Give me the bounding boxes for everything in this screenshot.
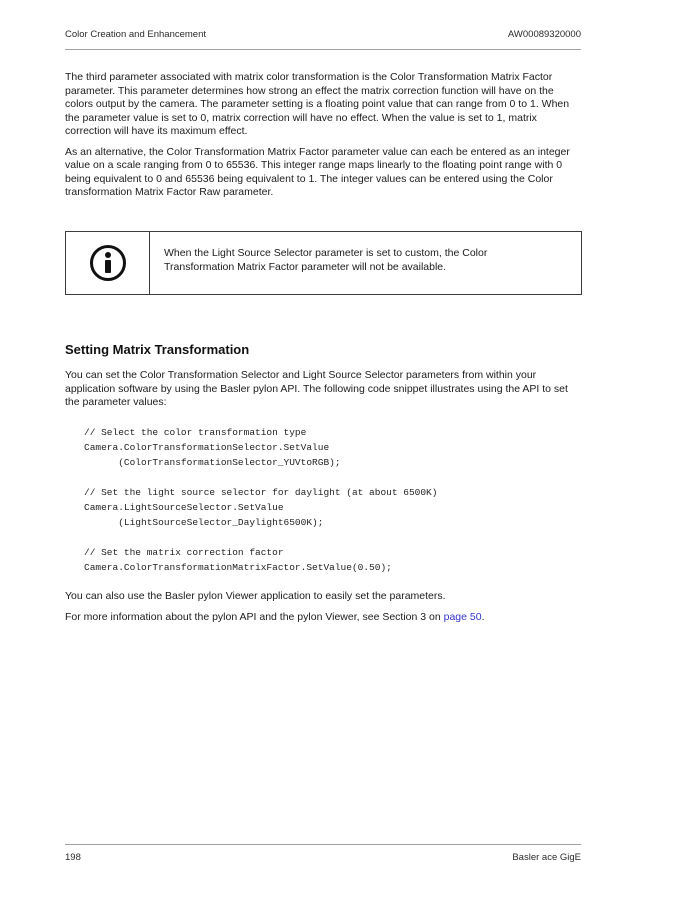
footer-rule xyxy=(65,844,581,845)
info-icon-dot xyxy=(105,252,111,258)
code-line: Camera.ColorTransformationSelector.SetValue xyxy=(84,441,330,453)
code-block-matrix-factor xyxy=(84,545,582,575)
page-50-link[interactable]: page 50 xyxy=(443,610,482,623)
note-text: When the Light Source Selector parameter is set to custom, the Color Transformation Matrix Factor parameter will not be available. xyxy=(164,246,488,273)
header-rule xyxy=(65,49,581,50)
paragraph-viewer: You can also use the Basler pylon Viewer application to easily set the parameters. xyxy=(65,589,446,602)
paragraph-more-info xyxy=(65,611,582,625)
code-line: Camera.LightSourceSelector.SetValue xyxy=(84,501,284,513)
more-info-period: . xyxy=(481,610,485,623)
code-line: // Set the light source selector for daylight (at about 6500K) xyxy=(84,486,438,498)
page-content xyxy=(65,71,582,624)
footer-product-name: Basler ace GigE xyxy=(512,852,581,863)
more-info-text: For more information about the pylon API and the pylon Viewer, see Section 3 on xyxy=(65,610,444,623)
paragraph-api-intro: You can set the Color Transformation Selector and Light Source Selector parameters from within your application software by using the Basler pylon API. The following code snippet illustrates using the API to set the parameter values: xyxy=(65,369,568,408)
code-line: // Select the color transformation type xyxy=(84,426,307,438)
code-line: // Set the matrix correction factor xyxy=(84,546,284,558)
paragraph-integer-alternative: As an alternative, the Color Transformation Matrix Factor parameter value can each be entered as an integer value on a scale ranging from 0 to 65536. This integer range maps linearly to the floating point range with 0 being equivalent to 0 and 65536 being equivalent to 1. The integer values can be entered using the Color transformation Matrix Factor Raw parameter. xyxy=(65,145,570,198)
page-header xyxy=(65,29,581,40)
page-footer xyxy=(65,852,581,863)
code-line: (ColorTransformationSelector_YUVtoRGB); xyxy=(84,456,341,468)
code-snippet xyxy=(84,425,582,575)
code-block-color-transformation xyxy=(84,425,582,470)
info-icon xyxy=(90,245,126,281)
code-block-light-source xyxy=(84,485,582,530)
footer-page-number: 198 xyxy=(65,852,81,863)
note-icon-cell xyxy=(66,232,150,294)
code-line: Camera.ColorTransformationMatrixFactor.SetValue(0.50); xyxy=(84,561,392,573)
header-document-number: AW00089320000 xyxy=(507,29,581,40)
info-icon-stem xyxy=(105,260,111,273)
code-line: (LightSourceSelector_Daylight6500K); xyxy=(84,516,324,528)
note-box xyxy=(65,231,582,295)
header-document-title: Color Creation and Enhancement xyxy=(65,29,207,40)
paragraph-matrix-factor: The third parameter associated with matrix color transformation is the Color Transformation Matrix Factor parameter. This parameter determines how strong an effect the matrix correction function will have on the colors output by the camera. The parameter setting is a floating point value that can range from 0 to 1. When the parameter value is set to 0, matrix correction will have no effect. When the value is set to 1, matrix correction will have its maximum effect. xyxy=(65,71,570,137)
section-heading: Setting Matrix Transformation xyxy=(65,341,250,357)
